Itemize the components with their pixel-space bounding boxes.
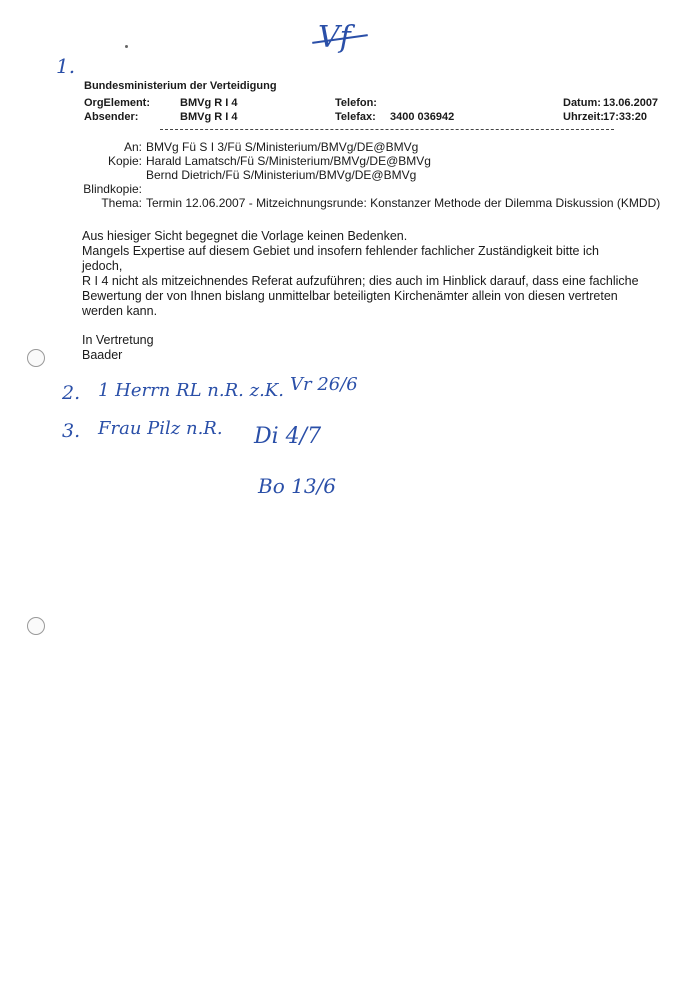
datum-label: Datum: bbox=[563, 97, 601, 109]
uhrzeit-value: 17:33:20 bbox=[603, 111, 648, 123]
org-element-value: BMVg R I 4 bbox=[180, 97, 238, 109]
body-line: R I 4 nicht als mitzeichnendes Referat aufzuführen; dies auch im Hinblick darauf, dass eine fachliche bbox=[82, 274, 639, 288]
kopie-value-2: Bernd Dietrich/Fü S/Ministerium/BMVg/DE@BMVg bbox=[146, 168, 417, 182]
thema-value: Termin 12.06.2007 - Mitzeichnungsrunde: Konstanzer Methode der Dilemma Diskussion (KMDD) bbox=[146, 196, 661, 210]
handwritten-item-2-initials: Vr 26/6 bbox=[290, 374, 358, 395]
an-label: An: bbox=[123, 140, 142, 154]
recipient-block bbox=[72, 140, 672, 210]
blindkopie-label: Blindkopie: bbox=[83, 182, 142, 196]
organization-name: Bundesministerium der Verteidigung bbox=[84, 80, 277, 92]
handwritten-item-3-text: Frau Pilz n.R. bbox=[98, 418, 223, 439]
thema-label: Thema: bbox=[101, 196, 142, 210]
closing-text: In Vertretung bbox=[82, 333, 154, 347]
telefax-label: Telefax: bbox=[335, 111, 376, 123]
an-row bbox=[72, 140, 672, 154]
handwritten-item-2-number: 2. bbox=[62, 382, 81, 404]
handwritten-item-3-initials: Di 4/7 bbox=[254, 424, 322, 449]
handwritten-item-2-text: 1 Herrn RL n.R. z.K. bbox=[98, 380, 284, 401]
uhrzeit-label: Uhrzeit: bbox=[563, 111, 604, 123]
signature-name: Baader bbox=[82, 348, 123, 362]
telefax-value: 3400 036942 bbox=[390, 111, 455, 123]
header-divider bbox=[160, 129, 614, 130]
kopie-label: Kopie: bbox=[107, 154, 142, 168]
dot-mark bbox=[125, 45, 128, 48]
kopie-row bbox=[72, 154, 672, 168]
datum-value: 13.06.2007 bbox=[603, 97, 659, 109]
blindkopie-row bbox=[72, 182, 672, 196]
telefon-label: Telefon: bbox=[335, 97, 377, 109]
handwritten-initials-bottom: Bo 13/6 bbox=[258, 474, 337, 498]
body-line: Bewertung der von Ihnen bislang unmittelbar beteiligten Kirchenämter allein von diesen vertreten bbox=[82, 289, 618, 303]
handwritten-initials-top: Vf bbox=[318, 20, 351, 55]
message-body bbox=[82, 229, 642, 363]
handwritten-item-3-number: 3. bbox=[62, 420, 81, 442]
absender-value: BMVg R I 4 bbox=[180, 111, 238, 123]
body-line: Aus hiesiger Sicht begegnet die Vorlage keinen Bedenken. bbox=[82, 229, 408, 243]
body-line: Mangels Expertise auf diesem Gebiet und insofern fehlender fachlicher Zuständigkeit bitte ich jedoch, bbox=[82, 244, 599, 273]
absender-label: Absender: bbox=[84, 111, 139, 123]
kopie-row-2 bbox=[72, 168, 672, 182]
handwritten-item-1: 1. bbox=[56, 54, 76, 78]
body-line: werden kann. bbox=[82, 304, 158, 318]
org-element-label: OrgElement: bbox=[84, 97, 151, 109]
punch-hole-top bbox=[27, 349, 45, 367]
thema-row bbox=[72, 196, 672, 210]
an-value: BMVg Fü S I 3/Fü S/Ministerium/BMVg/DE@BMVg bbox=[146, 140, 419, 154]
kopie-value-1: Harald Lamatsch/Fü S/Ministerium/BMVg/DE@BMVg bbox=[146, 154, 431, 168]
punch-hole-bottom bbox=[27, 617, 45, 635]
